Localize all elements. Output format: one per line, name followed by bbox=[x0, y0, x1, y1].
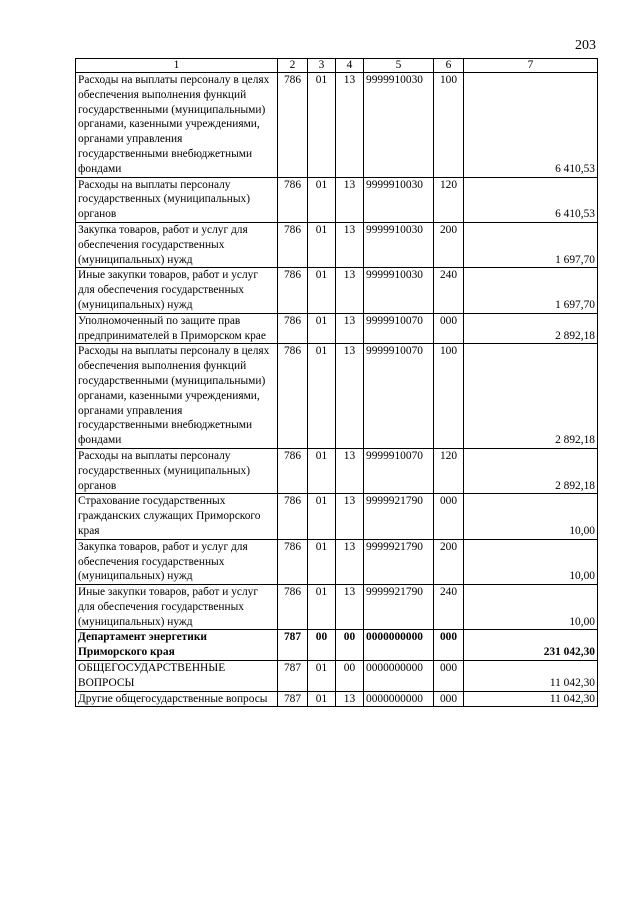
row-target-article: 9999921790 bbox=[364, 494, 434, 539]
column-header-7: 7 bbox=[464, 59, 598, 73]
row-ministry-code: 786 bbox=[278, 177, 308, 222]
row-ministry-code: 786 bbox=[278, 344, 308, 449]
row-name: Расходы на выплаты персоналу в целях обеспечения выполнения функций государственными (муниципальными) органами, казенными учреждениями, органами управления государственными внебюджетными фондами bbox=[76, 344, 278, 449]
row-subsection: 13 bbox=[336, 268, 364, 313]
row-section: 01 bbox=[308, 73, 336, 178]
row-target-article: 9999921790 bbox=[364, 539, 434, 584]
row-expense-type: 000 bbox=[434, 494, 464, 539]
column-header-3: 3 bbox=[308, 59, 336, 73]
row-subsection: 13 bbox=[336, 177, 364, 222]
row-amount: 10,00 bbox=[464, 494, 598, 539]
row-target-article: 9999910030 bbox=[364, 177, 434, 222]
row-section: 01 bbox=[308, 661, 336, 692]
row-amount: 2 892,18 bbox=[464, 313, 598, 344]
row-subsection: 13 bbox=[336, 313, 364, 344]
row-section: 01 bbox=[308, 448, 336, 493]
row-ministry-code: 786 bbox=[278, 222, 308, 267]
row-name: Закупка товаров, работ и услуг для обеспечения государственных (муниципальных) нужд bbox=[76, 222, 278, 267]
table-row bbox=[76, 585, 598, 630]
row-expense-type: 200 bbox=[434, 539, 464, 584]
row-amount: 1 697,70 bbox=[464, 222, 598, 267]
row-section: 01 bbox=[308, 177, 336, 222]
table-row bbox=[76, 661, 598, 692]
column-header-5: 5 bbox=[364, 59, 434, 73]
row-ministry-code: 786 bbox=[278, 585, 308, 630]
row-subsection: 13 bbox=[336, 585, 364, 630]
table-row bbox=[76, 313, 598, 344]
row-expense-type: 200 bbox=[434, 222, 464, 267]
row-amount: 10,00 bbox=[464, 585, 598, 630]
row-name: Страхование государственных гражданских служащих Приморского края bbox=[76, 494, 278, 539]
row-amount: 11 042,30 bbox=[464, 661, 598, 692]
row-expense-type: 000 bbox=[434, 313, 464, 344]
row-ministry-code: 786 bbox=[278, 313, 308, 344]
table-row bbox=[76, 73, 598, 178]
row-name: ОБЩЕГОСУДАРСТВЕННЫЕ ВОПРОСЫ bbox=[76, 661, 278, 692]
table-row bbox=[76, 177, 598, 222]
table-row bbox=[76, 344, 598, 449]
table-row-department bbox=[76, 630, 598, 661]
column-header-6: 6 bbox=[434, 59, 464, 73]
row-expense-type: 240 bbox=[434, 268, 464, 313]
row-section: 01 bbox=[308, 585, 336, 630]
row-ministry-code: 786 bbox=[278, 73, 308, 178]
row-amount: 1 697,70 bbox=[464, 268, 598, 313]
row-name: Расходы на выплаты персоналу в целях обеспечения выполнения функций государственными (муниципальными) органами, казенными учреждениями, органами управления государственными внебюджетными фондами bbox=[76, 73, 278, 178]
column-header-2: 2 bbox=[278, 59, 308, 73]
row-target-article: 9999910030 bbox=[364, 73, 434, 178]
row-amount: 11 042,30 bbox=[464, 691, 598, 707]
row-subsection: 00 bbox=[336, 630, 364, 661]
row-ministry-code: 787 bbox=[278, 630, 308, 661]
row-expense-type: 120 bbox=[434, 177, 464, 222]
row-subsection: 13 bbox=[336, 73, 364, 178]
column-header-1: 1 bbox=[76, 59, 278, 73]
table-row bbox=[76, 222, 598, 267]
row-section: 01 bbox=[308, 494, 336, 539]
row-expense-type: 120 bbox=[434, 448, 464, 493]
row-section: 01 bbox=[308, 539, 336, 584]
row-amount: 10,00 bbox=[464, 539, 598, 584]
row-subsection: 13 bbox=[336, 222, 364, 267]
row-section: 01 bbox=[308, 268, 336, 313]
row-name: Другие общегосударственные вопросы bbox=[76, 691, 278, 707]
row-target-article: 9999910030 bbox=[364, 222, 434, 267]
row-expense-type: 000 bbox=[434, 630, 464, 661]
row-name: Расходы на выплаты персоналу государственных (муниципальных) органов bbox=[76, 448, 278, 493]
row-target-article: 0000000000 bbox=[364, 661, 434, 692]
row-name: Иные закупки товаров, работ и услуг для обеспечения государственных (муниципальных) нужд bbox=[76, 585, 278, 630]
row-name: Закупка товаров, работ и услуг для обеспечения государственных (муниципальных) нужд bbox=[76, 539, 278, 584]
row-ministry-code: 786 bbox=[278, 268, 308, 313]
row-amount: 2 892,18 bbox=[464, 448, 598, 493]
row-amount: 2 892,18 bbox=[464, 344, 598, 449]
row-subsection: 13 bbox=[336, 494, 364, 539]
header-row bbox=[76, 59, 598, 73]
row-subsection: 13 bbox=[336, 691, 364, 707]
row-target-article: 9999910030 bbox=[364, 268, 434, 313]
row-ministry-code: 786 bbox=[278, 448, 308, 493]
row-subsection: 13 bbox=[336, 448, 364, 493]
row-target-article: 9999910070 bbox=[364, 313, 434, 344]
row-ministry-code: 787 bbox=[278, 691, 308, 707]
row-target-article: 0000000000 bbox=[364, 691, 434, 707]
row-section: 01 bbox=[308, 222, 336, 267]
row-target-article: 0000000000 bbox=[364, 630, 434, 661]
row-expense-type: 100 bbox=[434, 344, 464, 449]
row-name: Департамент энергетики Приморского края bbox=[76, 630, 278, 661]
row-section: 01 bbox=[308, 344, 336, 449]
row-expense-type: 100 bbox=[434, 73, 464, 178]
row-ministry-code: 786 bbox=[278, 494, 308, 539]
row-section: 01 bbox=[308, 313, 336, 344]
row-expense-type: 240 bbox=[434, 585, 464, 630]
row-target-article: 9999910070 bbox=[364, 448, 434, 493]
row-subsection: 13 bbox=[336, 539, 364, 584]
row-ministry-code: 786 bbox=[278, 539, 308, 584]
row-name: Уполномоченный по защите прав предпринимателей в Приморском крае bbox=[76, 313, 278, 344]
table-row bbox=[76, 268, 598, 313]
table-row bbox=[76, 691, 598, 707]
column-header-4: 4 bbox=[336, 59, 364, 73]
row-subsection: 00 bbox=[336, 661, 364, 692]
row-name: Иные закупки товаров, работ и услуг для обеспечения государственных (муниципальных) нужд bbox=[76, 268, 278, 313]
row-section: 01 bbox=[308, 691, 336, 707]
row-amount: 231 042,30 bbox=[464, 630, 598, 661]
row-ministry-code: 787 bbox=[278, 661, 308, 692]
page-number: 203 bbox=[575, 38, 596, 53]
row-target-article: 9999921790 bbox=[364, 585, 434, 630]
row-expense-type: 000 bbox=[434, 691, 464, 707]
row-section: 00 bbox=[308, 630, 336, 661]
row-target-article: 9999910070 bbox=[364, 344, 434, 449]
row-amount: 6 410,53 bbox=[464, 73, 598, 178]
table-row bbox=[76, 494, 598, 539]
row-expense-type: 000 bbox=[434, 661, 464, 692]
table-row bbox=[76, 539, 598, 584]
table-row bbox=[76, 448, 598, 493]
row-subsection: 13 bbox=[336, 344, 364, 449]
row-amount: 6 410,53 bbox=[464, 177, 598, 222]
budget-table bbox=[75, 58, 598, 707]
row-name: Расходы на выплаты персоналу государственных (муниципальных) органов bbox=[76, 177, 278, 222]
